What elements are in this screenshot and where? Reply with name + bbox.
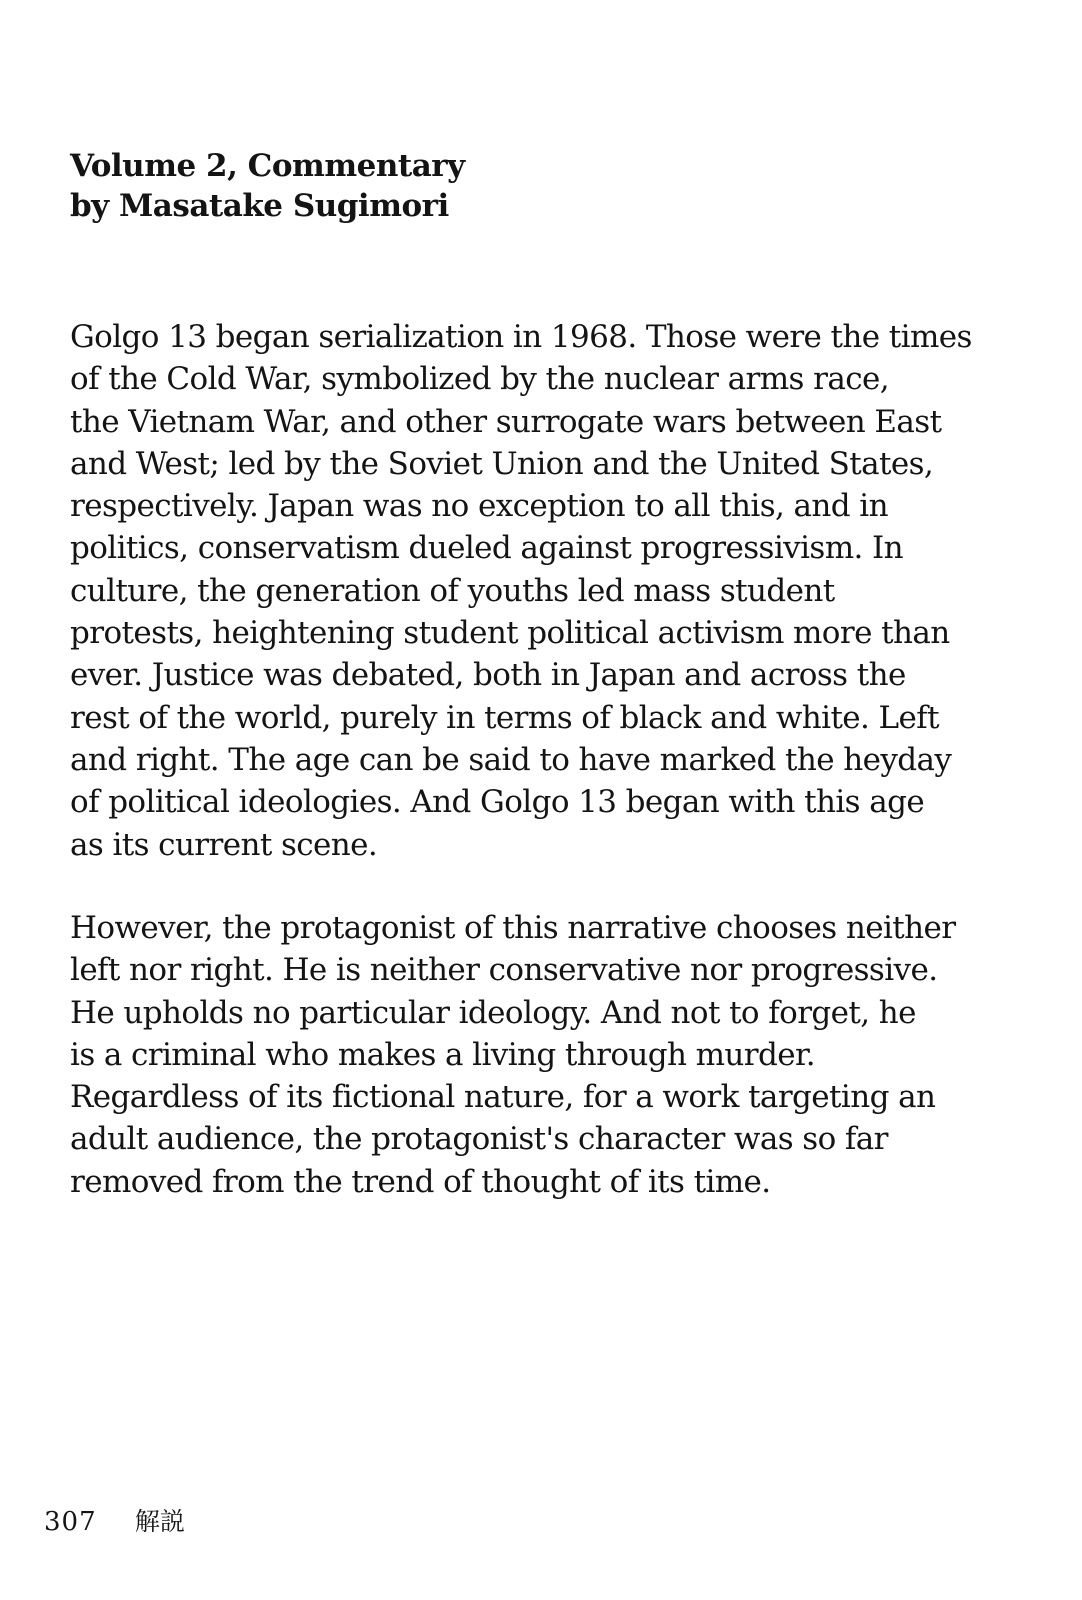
commentary-heading: [70, 146, 970, 226]
section-label: 解説: [134, 1507, 185, 1536]
paragraph-line: Golgo 13 began serialization in 1968. Those were the times: [70, 319, 972, 355]
paragraph-line: of the Cold War, symbolized by the nuclear arms race,: [70, 361, 889, 398]
paragraph-2: [70, 907, 1010, 1203]
paragraph-line: and West; led by the Soviet Union and the United States,: [70, 445, 934, 482]
paragraph-line: rest of the world, purely in terms of black and white. Left: [70, 699, 940, 736]
paragraph-line: as its current scene.: [70, 826, 378, 863]
paragraph-line: culture, the generation of youths led mass student: [70, 572, 835, 609]
paragraph-line: left nor right. He is neither conservative nor progressive.: [70, 952, 938, 989]
paragraph-line: is a criminal who makes a living through murder.: [70, 1036, 816, 1073]
paragraph-line: He upholds no particular ideology. And not to forget, he: [70, 994, 916, 1031]
heading-title: Volume 2, Commentary: [70, 148, 465, 184]
page-footer: [44, 1506, 185, 1538]
page-number: 307: [44, 1507, 97, 1537]
paragraph-line: However, the protagonist of this narrative chooses neither: [70, 910, 956, 946]
paragraph-line: and right. The age can be said to have marked the heyday: [70, 741, 952, 778]
paragraph-line: politics, conservatism dueled against progressivism. In: [70, 530, 904, 567]
paragraph-line: removed from the trend of thought of its time.: [70, 1163, 771, 1200]
paragraph-line: respectively. Japan was no exception to all this, and in: [70, 488, 888, 525]
paragraph-line: Regardless of its fictional nature, for a work targeting an: [70, 1079, 936, 1116]
heading-byline: by Masatake Sugimori: [70, 188, 449, 224]
paragraph-line: adult audience, the protagonist's character was so far: [70, 1121, 888, 1158]
paragraph-line: of political ideologies. And Golgo 13 began with this age: [70, 784, 925, 821]
paragraph-1: [70, 316, 1010, 866]
paragraph-line: the Vietnam War, and other surrogate wars between East: [70, 403, 942, 440]
paragraph-line: ever. Justice was debated, both in Japan and across the: [70, 657, 906, 694]
paragraph-line: protests, heightening student political activism more than: [70, 615, 950, 652]
